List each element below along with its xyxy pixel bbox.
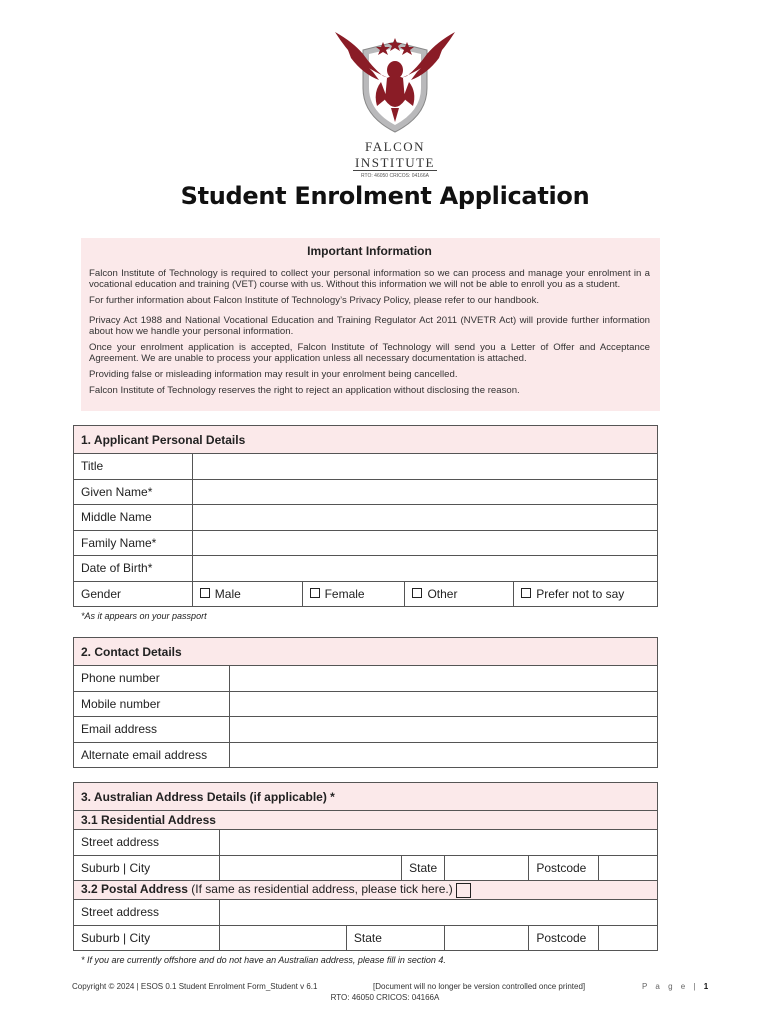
contact-details-table bbox=[73, 637, 658, 768]
postal-suburb-input[interactable] bbox=[219, 925, 346, 951]
table-row bbox=[74, 530, 658, 556]
info-paragraph: Privacy Act 1988 and National Vocational Education and Training Regulator Act 2011 (NVETR Act) will provide further information about how we handle your personal information. bbox=[89, 315, 650, 337]
address-details-table bbox=[73, 782, 658, 951]
offshore-note: * If you are currently offshore and do not have an Australian address, please fill in section 4. bbox=[81, 955, 446, 965]
field-label: Postcode bbox=[529, 855, 599, 881]
postal-heading bbox=[74, 881, 658, 900]
title-input[interactable] bbox=[192, 454, 657, 480]
checkbox-icon[interactable] bbox=[310, 588, 320, 598]
info-paragraph: Once your enrolment application is accepted, Falcon Institute of Technology will send you a Letter of Offer and Acceptance Agreement. We are unable to process your application unless all necessary documentation is attached. bbox=[89, 342, 650, 364]
table-row bbox=[74, 454, 658, 480]
field-label: Date of Birth* bbox=[74, 556, 193, 582]
residential-postcode-input[interactable] bbox=[599, 855, 658, 881]
residential-street-input[interactable] bbox=[219, 830, 657, 856]
table-row bbox=[74, 830, 658, 856]
postal-heading-bold: 3.2 Postal Address bbox=[81, 882, 188, 897]
section3-heading: 3. Australian Address Details (if applicable) * bbox=[74, 783, 658, 811]
version-note: [Document will no longer be version controlled once printed] bbox=[373, 982, 586, 991]
field-label: Alternate email address bbox=[74, 742, 230, 768]
table-row bbox=[74, 505, 658, 531]
option-label: Prefer not to say bbox=[536, 586, 625, 601]
postal-heading-note: (If same as residential address, please tick here.) bbox=[187, 882, 453, 897]
field-label: Gender bbox=[74, 581, 193, 607]
email-input[interactable] bbox=[229, 717, 657, 743]
field-label: Phone number bbox=[74, 666, 230, 692]
option-label: Female bbox=[324, 586, 365, 601]
option-label: Male bbox=[214, 586, 241, 601]
info-paragraph: Falcon Institute of Technology is required to collect your personal information so we can process and manage your enrolment in a vocational education and training (VET) course with us. Without this information we will not be able to enroll you as a student. bbox=[89, 268, 650, 290]
checkbox-icon[interactable] bbox=[200, 588, 210, 598]
falcon-crest-icon bbox=[333, 28, 457, 138]
table-row bbox=[74, 925, 658, 951]
field-label: State bbox=[346, 925, 444, 951]
logo-line-institute: INSTITUTE bbox=[355, 155, 435, 170]
info-paragraph: For further information about Falcon Institute of Technology’s Privacy Policy, please refer to our handbook. bbox=[89, 295, 540, 306]
phone-input[interactable] bbox=[229, 666, 657, 692]
field-label: Mobile number bbox=[74, 691, 230, 717]
date-of-birth-input[interactable] bbox=[192, 556, 657, 582]
middle-name-input[interactable] bbox=[192, 505, 657, 531]
page-label: P a g e | bbox=[642, 982, 699, 991]
table-row bbox=[74, 855, 658, 881]
family-name-input[interactable] bbox=[192, 530, 657, 556]
field-label: Postcode bbox=[529, 925, 599, 951]
gender-option-male[interactable] bbox=[192, 581, 302, 607]
passport-note: *As it appears on your passport bbox=[81, 611, 207, 621]
given-name-input[interactable] bbox=[192, 479, 657, 505]
table-row bbox=[74, 581, 658, 607]
important-heading: Important Information bbox=[307, 244, 432, 258]
postal-postcode-input[interactable] bbox=[599, 925, 658, 951]
gender-option-other[interactable] bbox=[405, 581, 514, 607]
logo-line-rto: RTO: 46050 CRICOS: 04166A bbox=[361, 173, 429, 179]
residential-suburb-input[interactable] bbox=[219, 855, 401, 881]
residential-heading: 3.1 Residential Address bbox=[74, 811, 658, 830]
table-row bbox=[74, 666, 658, 692]
alternate-email-input[interactable] bbox=[229, 742, 657, 768]
field-label: Given Name* bbox=[74, 479, 193, 505]
table-row bbox=[74, 691, 658, 717]
residential-state-input[interactable] bbox=[444, 855, 528, 881]
table-row bbox=[74, 717, 658, 743]
field-label: Email address bbox=[74, 717, 230, 743]
table-row bbox=[74, 900, 658, 926]
same-address-checkbox[interactable] bbox=[456, 883, 471, 898]
important-information-box bbox=[81, 238, 660, 411]
info-paragraph: Providing false or misleading information may result in your enrolment being cancelled. bbox=[89, 369, 458, 380]
table-row bbox=[74, 556, 658, 582]
mobile-input[interactable] bbox=[229, 691, 657, 717]
section1-heading: 1. Applicant Personal Details bbox=[74, 426, 658, 454]
page-number: 1 bbox=[703, 982, 709, 991]
gender-option-prefer-not-to-say[interactable] bbox=[514, 581, 658, 607]
field-label: Middle Name bbox=[74, 505, 193, 531]
field-label: Title bbox=[74, 454, 193, 480]
info-paragraph: Falcon Institute of Technology reserves the right to reject an application without disclosing the reason. bbox=[89, 385, 520, 396]
applicant-details-table bbox=[73, 425, 658, 607]
gender-option-female[interactable] bbox=[302, 581, 405, 607]
logo-line-falcon: FALCON bbox=[364, 139, 426, 154]
field-label: State bbox=[402, 855, 445, 881]
field-label: Suburb | City bbox=[74, 925, 220, 951]
postal-state-input[interactable] bbox=[444, 925, 528, 951]
copyright-text: Copyright © 2024 | ESOS 0.1 Student Enrolment Form_Student v 6.1 bbox=[72, 982, 318, 991]
institute-logo bbox=[325, 28, 465, 178]
table-row bbox=[74, 742, 658, 768]
field-label: Suburb | City bbox=[74, 855, 220, 881]
table-row bbox=[74, 479, 658, 505]
section2-heading: 2. Contact Details bbox=[74, 638, 658, 666]
page-indicator bbox=[642, 982, 708, 991]
rto-text: RTO: 46050 CRICOS: 04166A bbox=[330, 993, 440, 1002]
field-label: Family Name* bbox=[74, 530, 193, 556]
field-label: Street address bbox=[74, 900, 220, 926]
checkbox-icon[interactable] bbox=[412, 588, 422, 598]
checkbox-icon[interactable] bbox=[521, 588, 531, 598]
postal-street-input[interactable] bbox=[219, 900, 657, 926]
field-label: Street address bbox=[74, 830, 220, 856]
page-title: Student Enrolment Application bbox=[180, 182, 590, 210]
option-label: Other bbox=[427, 586, 458, 601]
